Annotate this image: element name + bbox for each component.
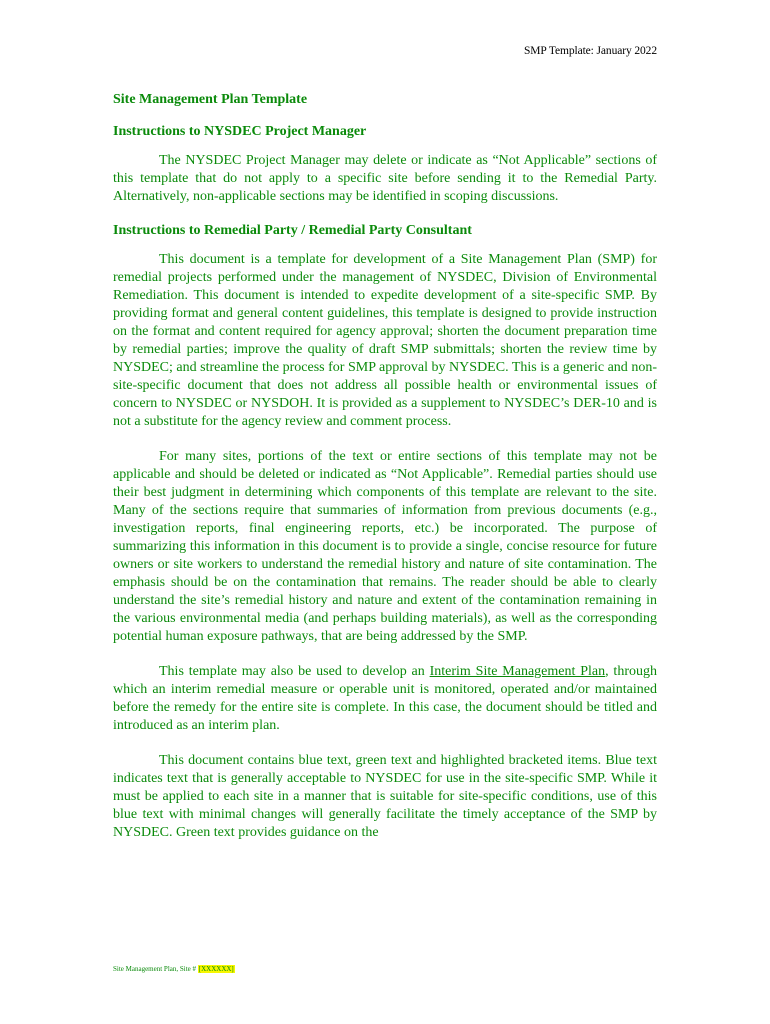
- interim-plan-link[interactable]: Interim Site Management Plan: [429, 664, 606, 679]
- document-title: Site Management Plan Template: [113, 92, 308, 107]
- interim-plan-text-after: , through which an interim remedial measure or operable unit is monitored, operated and/or maintained before the remedy for the entire site is complete. In this case, the document should be titled and introduced as an interim plan.: [113, 664, 657, 733]
- footer-label: Site Management Plan, Site #: [113, 965, 197, 973]
- section-heading-remedial-party: Instructions to Remedial Party / Remedial Party Consultant: [113, 223, 472, 238]
- paragraph-applicability: For many sites, portions of the text or entire sections of this template may not be applicable and should be deleted or indicated as “Not Applicable”. Remedial parties should use their best judgment in determining which components of this template are relevant to the site. Many of the sections require that summaries of information from previous documents (e.g., investigation reports, final engineering reports, etc.) be incorporated. The purpose of summarizing this information in this document is to provide a single, concise resource for future owners or site workers to understand the remedial history and nature of site contamination. The emphasis should be on the contamination that remains. The reader should be able to clearly understand the site’s remedial history and nature and extent of the contamination remaining in the various environmental media (and perhaps building materials), as well as the corresponding potential human exposure pathways, that are being addressed by the SMP.: [113, 449, 657, 644]
- paragraph-template-purpose: This document is a template for development of a Site Management Plan (SMP) for remedial projects performed under the management of NYSDEC, Division of Environmental Remediation. This document is intended to expedite development of a site-specific SMP. By providing format and general content guidelines, this template is designed to provide instruction on the format and content required for agency approval; shorten the document preparation time by remedial parties; improve the quality of draft SMP submittals; shorten the review time by NYSDEC; and streamline the process for SMP approval by NYSDEC. This is a generic and non-site-specific document that does not address all possible health or environmental issues of concern to NYSDEC or NYSDOH. It is provided as a supplement to NYSDEC’s DER-10 and is not a substitute for the agency review and comment process.: [113, 252, 657, 429]
- section-heading-project-manager: Instructions to NYSDEC Project Manager: [113, 124, 367, 139]
- document-body: [113, 92, 657, 859]
- running-header: SMP Template: January 2022: [524, 45, 657, 57]
- interim-plan-text-before: This template may also be used to develop an: [159, 664, 430, 679]
- paragraph-text-colors: This document contains blue text, green text and highlighted bracketed items. Blue text indicates text that is generally acceptable to NYSDEC for use in the site-specific SMP. While it must be applied to each site in a manner that is suitable for site-specific conditions, use of this blue text with minimal changes will generally facilitate the timely acceptance of the SMP by NYSDEC. Green text provides guidance on the: [113, 753, 657, 840]
- paragraph-project-manager: The NYSDEC Project Manager may delete or indicate as “Not Applicable” sections of this template that do not apply to a specific site before sending it to the Remedial Party. Alternatively, non-applicable sections may be identified in scoping discussions.: [113, 153, 657, 204]
- footer-site-number-placeholder: [XXXXXX]: [198, 965, 234, 973]
- paragraph-interim-plan: [113, 663, 657, 735]
- page-footer: [113, 965, 235, 973]
